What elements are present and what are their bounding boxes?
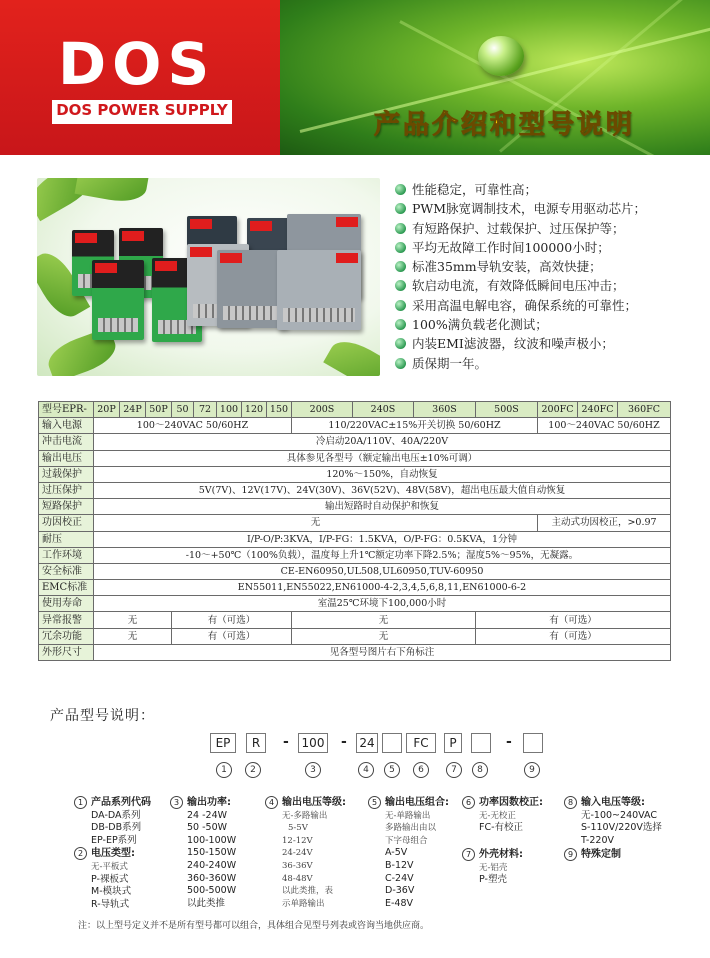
list-item: 性能稳定，可靠性高；: [395, 180, 695, 199]
table-cell: 100～240VAC 50/60HZ: [538, 418, 671, 434]
table-row: [39, 531, 671, 547]
code-dash: -: [283, 734, 289, 750]
table-cell: 主动式功因校正，>0.97: [538, 515, 671, 531]
table-cell: 功因校正: [39, 515, 94, 531]
code-number: 4: [358, 762, 374, 778]
table-cell: 无: [292, 612, 476, 628]
table-cell: 240S: [353, 402, 414, 418]
table-cell: 有（可选）: [172, 628, 292, 644]
page-title: 产品介绍和型号说明: [374, 110, 636, 140]
table-row: [39, 466, 671, 482]
table-cell: 有（可选）: [476, 628, 671, 644]
bullet-icon: [395, 300, 406, 311]
table-cell: 冲击电流: [39, 434, 94, 450]
legend-number: 1: [74, 796, 87, 809]
table-row: [39, 418, 671, 434]
code-dash: -: [506, 734, 512, 750]
table-cell: 无: [94, 515, 538, 531]
table-cell: 冷启动20A/110V、40A/220V: [94, 434, 671, 450]
table-cell: 120: [242, 402, 267, 418]
table-cell: 500S: [476, 402, 538, 418]
power-supply-unit: [92, 260, 144, 340]
list-item: PWM脉宽调制技术，电源专用驱动芯片；: [395, 199, 695, 218]
bullet-icon: [395, 280, 406, 291]
table-cell: 有（可选）: [172, 612, 292, 628]
legend-number: 4: [265, 796, 278, 809]
table-cell: 输入电源: [39, 418, 94, 434]
bullet-icon: [395, 319, 406, 330]
power-supply-unit: [277, 250, 361, 330]
table-cell: 有（可选）: [476, 612, 671, 628]
table-row: [39, 580, 671, 596]
code-box-custom: [523, 733, 543, 753]
table-cell: 72: [194, 402, 217, 418]
table-cell: 安全标准: [39, 563, 94, 579]
table-cell: 过压保护: [39, 482, 94, 498]
code-number: 3: [305, 762, 321, 778]
table-cell: 过载保护: [39, 466, 94, 482]
table-cell: I/P-O/P:3KVA，I/P-FG：1.5KVA，O/P-FG：0.5KVA，1分钟: [94, 531, 671, 547]
code-box-type: R: [246, 733, 266, 753]
logo-text: DOS: [58, 30, 216, 98]
bullet-icon: [395, 261, 406, 272]
bullet-icon: [395, 203, 406, 214]
code-dash: -: [341, 734, 347, 750]
code-number: 6: [413, 762, 429, 778]
table-cell: 无: [292, 628, 476, 644]
legend-number: 6: [462, 796, 475, 809]
code-box-input: [471, 733, 491, 753]
code-number: 9: [524, 762, 540, 778]
legend-number: 3: [170, 796, 183, 809]
spec-table: [38, 401, 671, 661]
table-cell: 输出电压: [39, 450, 94, 466]
code-number: 5: [384, 762, 400, 778]
table-row: [39, 434, 671, 450]
table-row: [39, 596, 671, 612]
table-cell: 工作环境: [39, 547, 94, 563]
table-cell: -10～+50℃（100%负载），温度每上升1℃额定功率下降2.5%；湿度5%～95%，无凝露。: [94, 547, 671, 563]
table-row: [39, 515, 671, 531]
legend-number: 9: [564, 848, 577, 861]
legend-housing: 7 外壳材料: 无-铝壳 P-塑壳: [462, 848, 523, 887]
bullet-icon: [395, 338, 406, 349]
legend-number: 7: [462, 848, 475, 861]
legend-series: 1 产品系列代码 DA-DA系列 DB-DB系列 EP-EP系列 2 电压类型: 无-平板式 P-裸板式 M-模块式 R-导轨式: [74, 796, 151, 911]
table-cell: 无: [94, 628, 172, 644]
water-drop-icon: [478, 36, 524, 76]
table-row: [39, 628, 671, 644]
table-cell: 型号EPR-: [39, 402, 94, 418]
legend-combination: 5 输出电压组合: 无-单路输出 多路输出由以 下字母组合 A-5V B-12V C-24V D-36V E-48V: [368, 796, 449, 910]
table-cell: 输出短路时自动保护和恢复: [94, 499, 671, 515]
legend-power: 3 输出功率: 24 -24W 50 -50W 100-100W 150-150W 240-240W 360-360W 500-500W 以此类推: [170, 796, 236, 910]
legend-number: 2: [74, 847, 87, 860]
logo-subtitle: DOS POWER SUPPLY: [56, 101, 228, 119]
leaf-icon: [75, 178, 150, 206]
table-cell: 50P: [146, 402, 172, 418]
legend-pfc: 6 功率因数校正: 无-无校正 FC-有校正: [462, 796, 543, 835]
table-cell: EMC标准: [39, 580, 94, 596]
leaf-icon: [323, 333, 380, 376]
table-cell: 100～240VAC 50/60HZ: [94, 418, 292, 434]
table-cell: 200S: [292, 402, 353, 418]
code-box-power: 100: [298, 733, 328, 753]
code-number: 2: [245, 762, 261, 778]
table-cell: 150: [267, 402, 292, 418]
table-cell: 无: [94, 612, 172, 628]
legend-number: 8: [564, 796, 577, 809]
table-row: [39, 547, 671, 563]
table-cell: 24P: [120, 402, 146, 418]
table-cell: 外形尺寸: [39, 644, 94, 660]
table-cell: EN55011,EN55022,EN61000-4-2,3,4,5,6,8,11,EN61000-6-2: [94, 580, 671, 596]
table-cell: 短路保护: [39, 499, 94, 515]
code-box-series: EP: [210, 733, 236, 753]
code-box-combination: [382, 733, 402, 753]
table-cell: 360FC: [618, 402, 671, 418]
feature-list: [395, 180, 695, 373]
table-row: [39, 402, 671, 418]
table-cell: 50: [172, 402, 194, 418]
bullet-icon: [395, 358, 406, 369]
header-banner: [0, 0, 710, 155]
model-code-title: 产品型号说明：: [50, 708, 155, 724]
table-cell: 使用寿命: [39, 596, 94, 612]
table-cell: 室温25℃环境下100,000小时: [94, 596, 671, 612]
table-cell: 110/220VAC±15%开关切换 50/60HZ: [292, 418, 538, 434]
code-number: 7: [446, 762, 462, 778]
code-box-housing: P: [444, 733, 462, 753]
table-cell: 具体参见各型号（额定输出电压±10%可调）: [94, 450, 671, 466]
table-cell: 见各型号图片右下角标注: [94, 644, 671, 660]
legend-input-voltage: 8 输入电压等级: 无-100~240VAC S-110V/220V选择 T-220V: [564, 796, 662, 847]
bullet-icon: [395, 223, 406, 234]
table-cell: 异常报警: [39, 612, 94, 628]
table-cell: 360S: [414, 402, 476, 418]
code-box-voltage: 24: [356, 733, 378, 753]
table-row: [39, 450, 671, 466]
legend-number: 5: [368, 796, 381, 809]
table-cell: CE-EN60950,UL508,UL60950,TUV-60950: [94, 563, 671, 579]
list-item: 质保期一年。: [395, 354, 695, 373]
table-cell: 120%～150%，自动恢复: [94, 466, 671, 482]
legend-custom: 9 特殊定制: [564, 848, 621, 862]
list-item: 100%满负载老化测试；: [395, 315, 695, 334]
bullet-icon: [395, 184, 406, 195]
table-row: [39, 563, 671, 579]
table-cell: 耐压: [39, 531, 94, 547]
list-item: 采用高温电解电容，确保系统的可靠性；: [395, 296, 695, 315]
table-cell: 5V(7V)、12V(17V)、24V(30V)、36V(52V)、48V(58V)，超出电压最大值自动恢复: [94, 482, 671, 498]
list-item: 内装EMI滤波器，纹波和噪声极小；: [395, 334, 695, 353]
code-number: 1: [216, 762, 232, 778]
code-number: 8: [472, 762, 488, 778]
legend-voltage: 4 输出电压等级: 无-多路输出 5-5V 12-12V 24-24V 36-36V 48-48V 以此类推，表 示单路输出: [265, 796, 346, 910]
list-item: 有短路保护、过载保护、过压保护等；: [395, 219, 695, 238]
table-row: [39, 499, 671, 515]
code-box-pfc: FC: [406, 733, 436, 753]
table-cell: 100: [217, 402, 242, 418]
table-cell: 240FC: [578, 402, 618, 418]
table-cell: 20P: [94, 402, 120, 418]
table-row: [39, 482, 671, 498]
table-cell: 冗余功能: [39, 628, 94, 644]
table-cell: 200FC: [538, 402, 578, 418]
list-item: 标准35mm导轨安装，高效快捷；: [395, 257, 695, 276]
footnote: 注：以上型号定义并不是所有型号都可以组合，具体组合见型号列表或咨询当地供应商。: [78, 921, 430, 931]
table-row: [39, 612, 671, 628]
table-row: [39, 644, 671, 660]
product-photo: [37, 178, 380, 376]
list-item: 软启动电流，有效降低瞬间电压冲击；: [395, 276, 695, 295]
bullet-icon: [395, 242, 406, 253]
list-item: 平均无故障工作时间100000小时；: [395, 238, 695, 257]
